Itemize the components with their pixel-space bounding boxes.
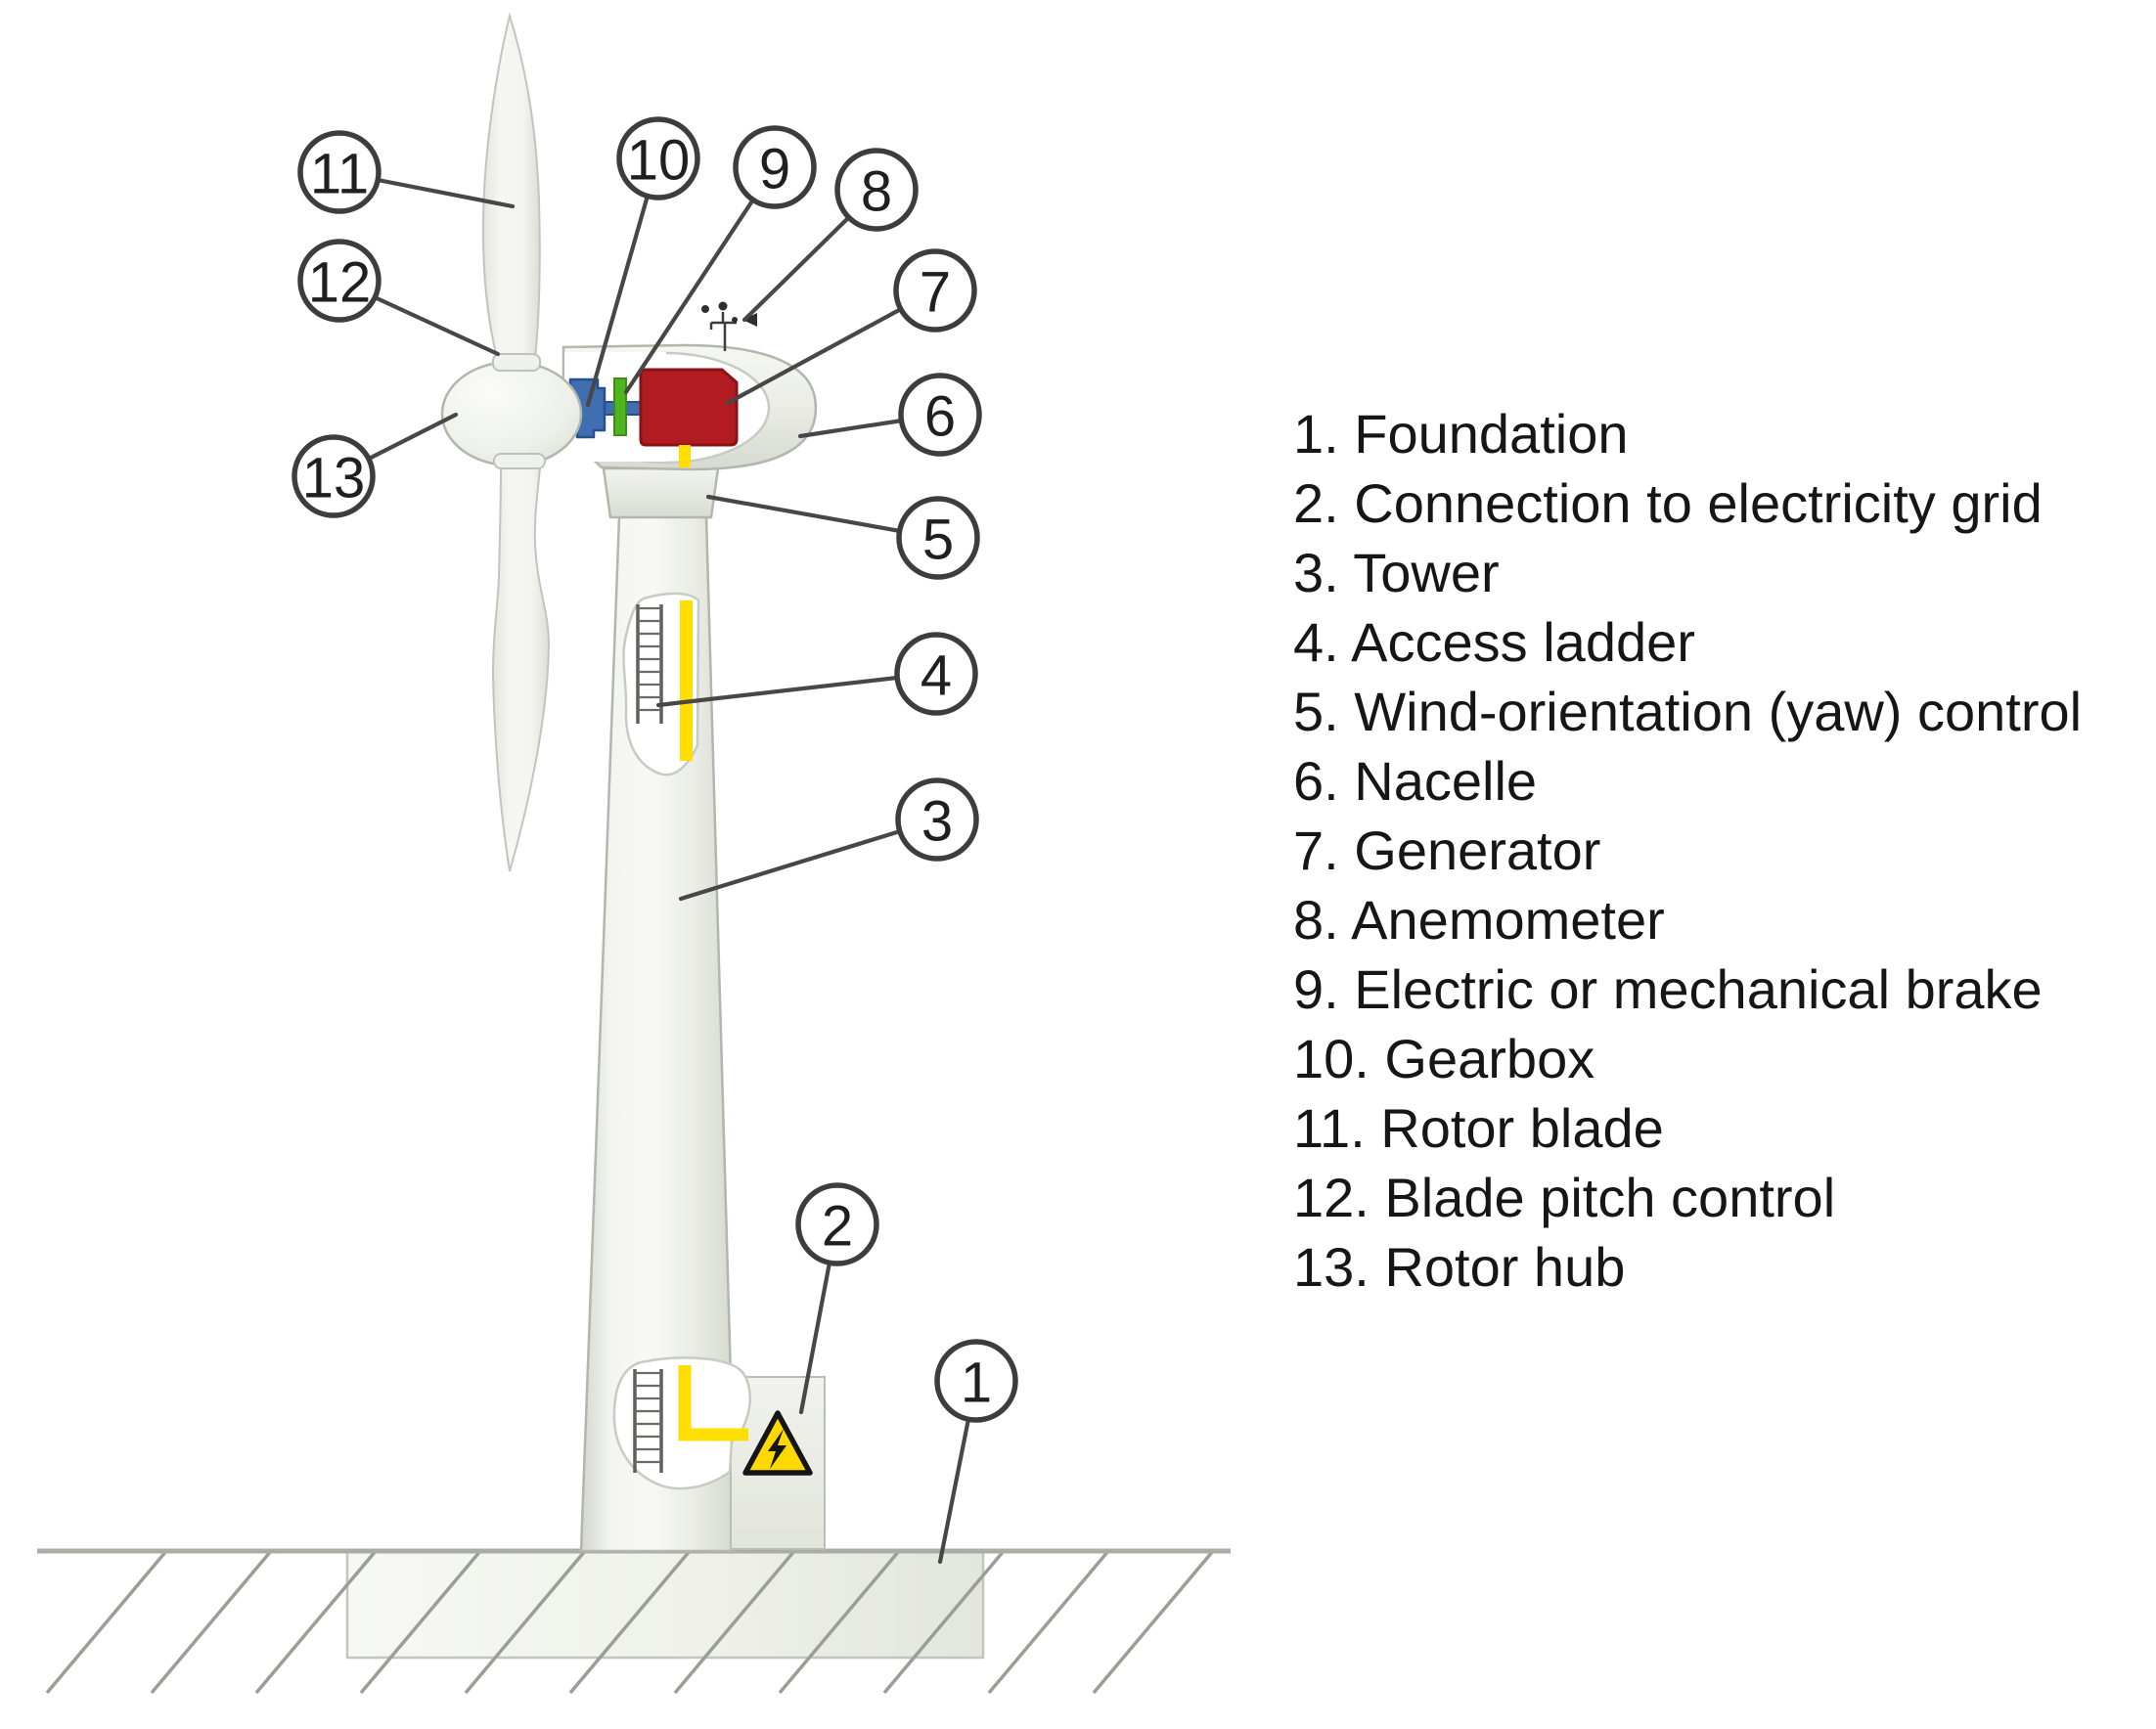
svg-text:7: 7 bbox=[919, 260, 952, 325]
legend-item-11: 11. Rotor blade bbox=[1293, 1097, 1664, 1159]
legend-item-1: 1. Foundation bbox=[1293, 403, 1629, 465]
svg-text:6: 6 bbox=[923, 384, 957, 449]
legend-item-10: 10. Gearbox bbox=[1293, 1028, 1595, 1089]
rotor-hub-shape bbox=[442, 362, 581, 466]
callout-13 bbox=[294, 437, 373, 515]
blade-pitch-collar-lower bbox=[494, 454, 545, 468]
legend-item-3: 3. Tower bbox=[1293, 542, 1500, 603]
generator-shape bbox=[641, 370, 737, 445]
yaw-plate-shape bbox=[604, 468, 718, 517]
svg-text:3: 3 bbox=[921, 789, 954, 854]
legend-item-6: 6. Nacelle bbox=[1293, 750, 1538, 812]
callout-5 bbox=[899, 499, 977, 577]
callout-6 bbox=[901, 376, 979, 454]
svg-text:11: 11 bbox=[309, 142, 370, 206]
generator-cable bbox=[679, 445, 691, 467]
legend-item-9: 9. Electric or mechanical brake bbox=[1293, 958, 2043, 1020]
leader-line-12 bbox=[375, 297, 498, 354]
callout-7 bbox=[896, 251, 974, 330]
tower-cable-mid bbox=[680, 600, 693, 761]
svg-text:1: 1 bbox=[960, 1351, 993, 1415]
svg-text:10: 10 bbox=[626, 128, 691, 193]
callout-12 bbox=[300, 242, 379, 320]
legend-item-7: 7. Generator bbox=[1293, 820, 1601, 881]
callout-10 bbox=[619, 119, 697, 198]
leader-line-8 bbox=[744, 217, 849, 320]
leader-line-6 bbox=[800, 421, 902, 436]
svg-text:12: 12 bbox=[307, 250, 372, 315]
legend bbox=[1293, 399, 2082, 1302]
svg-text:13: 13 bbox=[301, 446, 366, 510]
callout-8 bbox=[837, 151, 916, 229]
callout-4 bbox=[897, 635, 975, 713]
callout-11 bbox=[300, 133, 379, 211]
legend-item-4: 4. Access ladder bbox=[1293, 611, 1695, 673]
svg-text:5: 5 bbox=[921, 508, 955, 572]
brake-shape bbox=[614, 378, 626, 435]
anemometer bbox=[701, 302, 757, 352]
rotor-blade-lower bbox=[493, 467, 549, 871]
callout-9 bbox=[736, 128, 814, 206]
callout-3 bbox=[898, 780, 976, 859]
svg-text:8: 8 bbox=[860, 159, 893, 224]
leader-line-13 bbox=[369, 415, 456, 459]
rotor-blade-upper bbox=[483, 16, 540, 358]
legend-item-13: 13. Rotor hub bbox=[1293, 1236, 1626, 1298]
legend-item-12: 12. Blade pitch control bbox=[1293, 1167, 1836, 1228]
legend-item-2: 2. Connection to electricity grid bbox=[1293, 472, 2043, 534]
leader-line-5 bbox=[708, 497, 900, 531]
svg-text:2: 2 bbox=[821, 1194, 854, 1259]
leader-line-1 bbox=[940, 1419, 968, 1562]
svg-text:4: 4 bbox=[920, 643, 953, 708]
callout-1 bbox=[937, 1342, 1015, 1420]
tower-cutaway-base bbox=[614, 1357, 750, 1488]
tower-cutaway-mid bbox=[624, 594, 698, 775]
svg-text:9: 9 bbox=[758, 137, 791, 201]
foundation-shape bbox=[347, 1552, 983, 1658]
callout-2 bbox=[798, 1185, 876, 1264]
legend-item-8: 8. Anemometer bbox=[1293, 889, 1665, 951]
legend-item-5: 5. Wind-orientation (yaw) control bbox=[1293, 681, 2083, 742]
blade-pitch-collar-upper bbox=[493, 354, 540, 371]
